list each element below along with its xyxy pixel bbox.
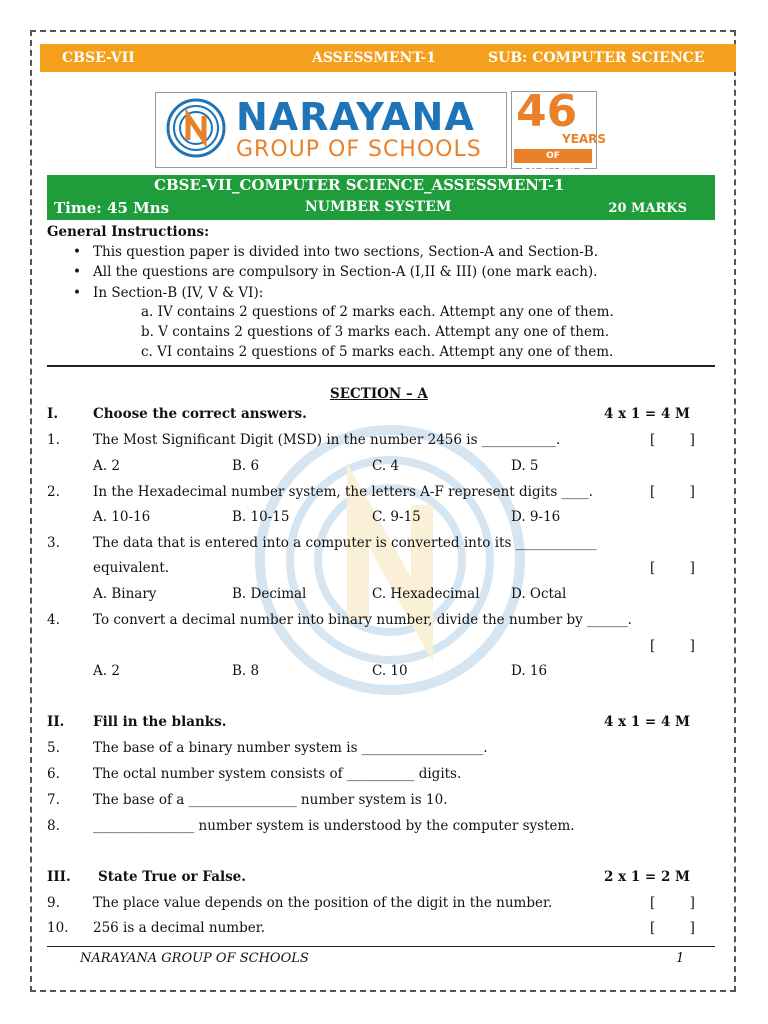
- logo-name: NARAYANA: [236, 95, 475, 139]
- q4-option-c: C. 10: [372, 663, 408, 679]
- instruction-sub-a: a. IV contains 2 questions of 2 marks each. Attempt any one of them.: [141, 304, 614, 320]
- q1-option-d: D. 5: [511, 458, 539, 474]
- footer-school: NARAYANA GROUP OF SCHOOLS: [80, 951, 309, 966]
- q10-answer-bracket: [ ]: [650, 920, 695, 936]
- header-class: CBSE-VII: [62, 50, 135, 66]
- q2-option-d: D. 9-16: [511, 509, 561, 525]
- school-logo: [155, 92, 507, 168]
- q2-answer-bracket: [ ]: [650, 484, 695, 500]
- q3-answer-bracket: [ ]: [650, 560, 695, 576]
- part1-marks: 4 x 1 = 4 M: [604, 406, 690, 422]
- paper-title: CBSE-VII_COMPUTER SCIENCE_ASSESSMENT-1: [154, 176, 565, 194]
- footer-divider: [47, 946, 715, 947]
- years-number: 46: [516, 86, 578, 137]
- q9-text: The place value depends on the position of the digit in the number.: [93, 895, 553, 911]
- q1-text: The Most Significant Digit (MSD) in the number 2456 is ___________.: [93, 432, 561, 448]
- q2-option-c: C. 9-15: [372, 509, 421, 525]
- q4-option-d: D. 16: [511, 663, 548, 679]
- years-badge: [511, 86, 607, 175]
- instructions-heading: General Instructions:: [47, 224, 210, 240]
- section-a-title: SECTION – A: [330, 386, 428, 402]
- q1-option-b: B. 6: [232, 458, 260, 474]
- q5-num: 5.: [47, 740, 60, 756]
- instruction-2: • All the questions are compulsory in Section-A (I,II & III) (one mark each).: [93, 264, 597, 280]
- q3-text-cont: equivalent.: [93, 560, 170, 576]
- logo-tagline: GROUP OF SCHOOLS: [236, 137, 482, 162]
- q3-num: 3.: [47, 535, 60, 551]
- q8-text: _______________ number system is understood by the computer system.: [93, 818, 575, 834]
- years-text: YEARS: [562, 132, 607, 146]
- topic: NUMBER SYSTEM: [305, 199, 452, 215]
- q3-option-a: A. Binary: [93, 586, 157, 602]
- part3-heading: State True or False.: [98, 869, 246, 885]
- q3-option-d: D. Octal: [511, 586, 567, 602]
- q7-text: The base of a ________________ number system is 10.: [93, 792, 448, 808]
- instruction-sub-c: c. VI contains 2 questions of 5 marks each. Attempt any one of them.: [141, 344, 614, 360]
- q10-text: 256 is a decimal number.: [93, 920, 265, 936]
- q8-num: 8.: [47, 818, 60, 834]
- time-allowed: Time: 45 Mns: [54, 199, 170, 217]
- part1-num: I.: [47, 406, 59, 422]
- q2-text: In the Hexadecimal number system, the letters A-F represent digits ____.: [93, 484, 593, 500]
- divider: [47, 365, 715, 367]
- q3-option-c: C. Hexadecimal: [372, 586, 480, 602]
- q4-answer-bracket: [ ]: [650, 638, 695, 654]
- instruction-3: • In Section-B (IV, V & VI):: [93, 285, 263, 301]
- q1-option-c: C. 4: [372, 458, 400, 474]
- title-box: [47, 175, 715, 220]
- total-marks: 20 MARKS: [608, 201, 687, 216]
- q2-num: 2.: [47, 484, 60, 500]
- part2-marks: 4 x 1 = 4 M: [604, 714, 690, 730]
- q2-option-a: A. 10-16: [93, 509, 151, 525]
- q10-num: 10.: [47, 920, 69, 936]
- part1-heading: Choose the correct answers.: [93, 406, 307, 422]
- q2-option-b: B. 10-15: [232, 509, 290, 525]
- q4-text: To convert a decimal number into binary number, divide the number by ______.: [93, 612, 632, 628]
- q1-num: 1.: [47, 432, 60, 448]
- q5-text: The base of a binary number system is __________________.: [93, 740, 488, 756]
- q1-answer-bracket: [ ]: [650, 432, 695, 448]
- part2-heading: Fill in the blanks.: [93, 714, 227, 730]
- excellence-text: OF EXCELLENCE: [514, 149, 592, 163]
- q9-answer-bracket: [ ]: [650, 895, 695, 911]
- q7-num: 7.: [47, 792, 60, 808]
- q4-num: 4.: [47, 612, 60, 628]
- instruction-sub-b: b. V contains 2 questions of 3 marks each. Attempt any one of them.: [141, 324, 610, 340]
- q1-option-a: A. 2: [93, 458, 120, 474]
- part3-marks: 2 x 1 = 2 M: [604, 869, 690, 885]
- header-bar: [40, 44, 736, 72]
- q3-option-b: B. Decimal: [232, 586, 307, 602]
- logo-emblem-icon: [166, 98, 226, 158]
- header-subject: SUB: COMPUTER SCIENCE: [488, 50, 705, 66]
- q6-num: 6.: [47, 766, 60, 782]
- page-number: 1: [676, 951, 685, 966]
- part2-num: II.: [47, 714, 65, 730]
- q4-option-b: B. 8: [232, 663, 260, 679]
- q9-num: 9.: [47, 895, 60, 911]
- header-assessment: ASSESSMENT-1: [312, 50, 436, 66]
- q6-text: The octal number system consists of __________ digits.: [93, 766, 462, 782]
- q3-text: The data that is entered into a computer is converted into its ____________: [93, 535, 597, 551]
- instruction-1: • This question paper is divided into two sections, Section-A and Section-B.: [93, 244, 598, 260]
- part3-num: III.: [47, 869, 71, 885]
- q4-option-a: A. 2: [93, 663, 120, 679]
